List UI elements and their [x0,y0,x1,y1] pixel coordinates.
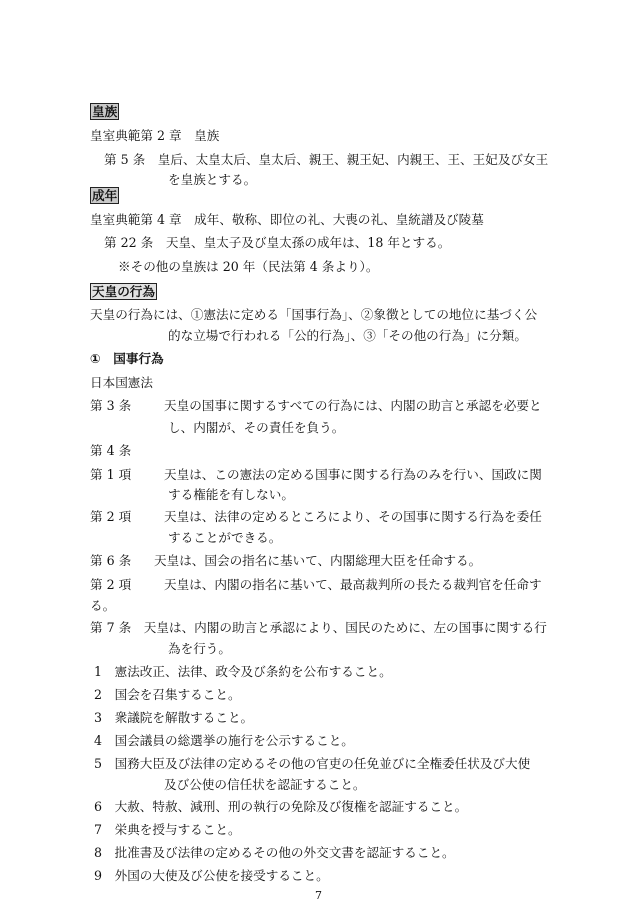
body-line: 天皇の国事に関するすべての行為には、内閣の助言と承認を必要と [164,398,542,413]
article-label: 第 6 条 [90,553,132,568]
list-item: 9 外国の大使及び公使を接受すること。 [94,868,329,883]
body-line: 第 7 条 天皇は、内閣の助言と承認により、国民のために、左の国事に関する行 [90,620,547,635]
article-label: 第 4 条 [90,443,132,458]
body-line: 皇室典範第 4 章 成年、敬称、即位の礼、大喪の礼、皇統譜及び陵墓 [90,212,484,227]
list-item: 7 栄典を授与すること。 [94,822,241,837]
heading-imperial-family: 皇族 [92,104,118,119]
body-line: 天皇は、国会の指名に基いて、内閣総理大臣を任命する。 [154,553,482,568]
body-line: ※その他の皇族は 20 年（民法第 4 条より）。 [118,259,379,274]
subheading-state-acts: ① 国事行為 [90,351,164,366]
body-line: 天皇は、法律の定めるところにより、その国事に関する行為を委任 [164,509,542,524]
article-label: 第 2 項 [90,509,132,524]
body-line: 天皇は、この憲法の定める国事に関する行為のみを行い、国政に関 [164,467,542,482]
heading-adulthood: 成年 [92,188,118,203]
body-line: 皇室典範第 2 章 皇族 [90,128,220,143]
body-line: 第 5 条 皇后、太皇太后、皇太后、親王、親王妃、内親王、王、王妃及び女王 [104,152,549,167]
list-item-continuation: 及び公使の信任状を認証すること。 [164,777,366,792]
list-item: 4 国会議員の総選挙の施行を公示すること。 [94,733,354,748]
body-line: 第 22 条 天皇、皇太子及び皇太孫の成年は、18 年とする。 [104,235,451,250]
body-line: 為を行う。 [168,641,231,656]
body-line: を皇族とする。 [168,172,257,187]
page-number: 7 [315,889,322,902]
list-item: 1 憲法改正、法律、政令及び条約を公布すること。 [94,664,392,679]
article-label: 第 2 項 [90,577,132,592]
list-item: 2 国会を召集すること。 [94,687,241,702]
article-label: 第 1 項 [90,467,132,482]
list-item: 3 衆議院を解散すること。 [94,710,254,725]
body-line: し、内閣が、その責任を負う。 [168,420,345,435]
body-line: 日本国憲法 [90,375,153,390]
list-item: 8 批准書及び法律の定めるその他の外交文書を認証すること。 [94,845,455,860]
list-item: 6 大赦、特赦、減刑、刑の執行の免除及び復権を認証すること。 [94,799,468,814]
body-line: る。 [90,598,116,613]
heading-emperor-acts: 天皇の行為 [92,284,155,299]
body-line: する権能を有しない。 [168,487,294,502]
list-item: 5 国務大臣及び法律の定めるその他の官吏の任免並びに全権委任状及び大使 [94,756,531,771]
body-line: 天皇の行為には、①憲法に定める「国事行為」、②象徴としての地位に基づく公 [90,307,538,322]
article-label: 第 3 条 [90,398,132,413]
body-line: することができる。 [168,530,282,545]
body-line: 的な立場で行われる「公的行為」、③「その他の行為」に分類。 [168,328,527,343]
body-line: 天皇は、内閣の指名に基いて、最高裁判所の長たる裁判官を任命す [164,577,542,592]
